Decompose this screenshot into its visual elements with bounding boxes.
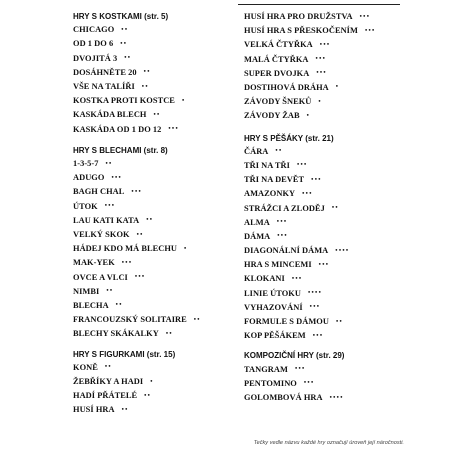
game-item — [73, 171, 233, 185]
difficulty-dots: ••• — [309, 303, 321, 311]
game-item — [73, 80, 233, 94]
difficulty-dots: ••• — [303, 379, 315, 387]
difficulty-dots: ••• — [134, 273, 146, 281]
game-item — [244, 10, 404, 24]
game-item — [244, 377, 404, 391]
difficulty-dots: •• — [121, 25, 129, 33]
difficulty-dots: •• — [105, 159, 113, 167]
difficulty-dots: •• — [141, 82, 149, 90]
game-name: LAU KATI KATA — [73, 215, 140, 225]
difficulty-dots: ••• — [316, 69, 327, 77]
left-column — [73, 10, 233, 418]
game-item — [73, 271, 233, 285]
difficulty-dots: •• — [104, 363, 112, 371]
section-heading: HRY S FIGURKAMI (str. 15) — [73, 349, 176, 359]
section-figure-games — [73, 348, 233, 418]
difficulty-dots: • — [306, 111, 311, 119]
game-name: MAK-YEK — [73, 258, 115, 268]
difficulty-dots: •••• — [329, 393, 344, 401]
difficulty-dots: •• — [275, 147, 283, 155]
game-name: TANGRAM — [244, 364, 288, 374]
game-name: KASKÁDA BLECH — [73, 110, 147, 120]
difficulty-dots: •• — [335, 317, 344, 325]
section-heading: HRY S BLECHAMI (str. 8) — [73, 145, 168, 155]
difficulty-dots: ••• — [277, 232, 288, 240]
difficulty-dots: •••• — [335, 246, 350, 254]
difficulty-dots: •• — [193, 315, 201, 323]
game-item — [244, 53, 404, 67]
game-name: DIAGONÁLNÍ DÁMA — [244, 246, 329, 256]
game-name: DOSTIHOVÁ DRÁHA — [244, 82, 329, 92]
game-item — [73, 185, 233, 199]
difficulty-dots: •• — [106, 287, 114, 295]
game-name: VŠE NA TALÍŘI — [73, 82, 135, 92]
difficulty-dots: •• — [165, 329, 173, 337]
game-item — [244, 363, 404, 377]
difficulty-dots: ••• — [311, 175, 322, 183]
game-name: TŘI NA DEVĚT — [244, 175, 305, 185]
game-name: BAGH CHAL — [73, 187, 125, 197]
section-composition-games — [244, 349, 404, 405]
section-pawn-games — [244, 132, 404, 344]
difficulty-dots: ••• — [104, 202, 116, 210]
game-item — [73, 157, 233, 171]
game-name: TŘI NA TŘI — [244, 160, 290, 170]
game-name: GOLOMBOVÁ HRA — [244, 393, 323, 403]
game-item — [73, 299, 233, 313]
difficulty-dots: • — [335, 83, 340, 91]
difficulty-dots: ••• — [294, 365, 306, 373]
difficulty-dots: • — [184, 244, 188, 252]
game-name: VELKÝ SKOK — [73, 230, 130, 240]
difficulty-dots: ••• — [131, 187, 143, 195]
game-name: HRA S MINCEMI — [244, 260, 312, 270]
game-item — [73, 37, 233, 51]
game-item — [73, 361, 233, 375]
difficulty-dots: •• — [153, 110, 161, 118]
game-name: NIMBI — [73, 286, 100, 296]
game-name: OVCE A VLCI — [73, 272, 128, 282]
game-item — [244, 287, 404, 301]
difficulty-dots: ••• — [291, 274, 303, 282]
section-heading: HRY S PĚŠÁKY (str. 21) — [244, 133, 334, 143]
game-item — [73, 285, 233, 299]
game-name: BLECHY SKÁKALKY — [73, 329, 159, 339]
difficulty-dots: • — [181, 96, 186, 104]
game-name: KOSTKA PROTI KOSTCE — [73, 96, 175, 106]
section-dice-games — [73, 10, 233, 137]
game-name: DÁMA — [244, 231, 271, 241]
game-name: ZÁVODY ŽAB — [244, 111, 300, 121]
difficulty-dots: •• — [121, 405, 129, 413]
game-name: KOP PĚŠÁKEM — [244, 331, 306, 341]
game-item — [73, 108, 233, 122]
game-name: HUSÍ HRA PRO DRUŽSTVA — [244, 12, 353, 21]
game-name: ČÁRA — [244, 146, 269, 156]
game-name: ŽEBŘÍKY A HADI — [73, 377, 144, 387]
game-item — [73, 66, 233, 80]
game-name: KONĚ — [73, 362, 98, 372]
difficulty-dots: • — [150, 377, 154, 385]
game-item — [244, 159, 404, 173]
game-item — [73, 313, 233, 327]
game-item — [73, 375, 233, 389]
game-item — [244, 391, 404, 405]
difficulty-dots: •• — [136, 230, 144, 238]
game-item — [73, 214, 233, 228]
game-name: FORMULE S DÁMOU — [244, 317, 329, 327]
difficulty-dots: ••• — [111, 173, 123, 181]
difficulty-footnote: Tečky vedle názvu každé hry označují úroveň její náročnosti. — [253, 440, 404, 446]
game-name: HUSÍ HRA — [73, 405, 115, 415]
game-item — [244, 38, 404, 52]
game-name: FRANCOUZSKÝ SOLITAIRE — [73, 315, 187, 325]
game-name: HADÍ PŘÁTELÉ — [73, 391, 138, 401]
game-item — [244, 258, 404, 272]
difficulty-dots: •• — [115, 301, 123, 309]
game-name: HUSÍ HRA S PŘESKOČENÍM — [244, 26, 358, 36]
game-name: PENTOMINO — [244, 378, 297, 388]
game-name: CHICAGO — [73, 25, 115, 35]
difficulty-dots: •• — [120, 39, 128, 47]
game-item — [73, 52, 233, 66]
game-name: VELKÁ ČTYŘKA — [244, 40, 313, 50]
game-item — [244, 24, 404, 38]
game-name: LINIE ÚTOKU — [244, 288, 301, 298]
difficulty-dots: ••• — [364, 26, 376, 34]
difficulty-dots: ••• — [302, 189, 313, 197]
game-name: ADUGO — [73, 173, 105, 183]
game-item — [73, 327, 233, 341]
game-item — [244, 95, 404, 109]
difficulty-dots: •••• — [307, 289, 323, 297]
game-name: DOSÁHNĚTE 20 — [73, 67, 137, 77]
game-name: ALMA — [244, 217, 270, 227]
game-item — [73, 242, 233, 256]
difficulty-dots: •• — [144, 391, 152, 399]
difficulty-dots: ••• — [296, 161, 308, 169]
difficulty-dots: ••• — [318, 260, 330, 268]
game-name: OD 1 DO 6 — [73, 39, 114, 49]
top-rule — [238, 4, 400, 5]
game-name: STRÁŽCI A ZLODĚJ — [244, 203, 325, 213]
game-item — [73, 23, 233, 37]
game-item — [73, 389, 233, 403]
difficulty-dots: ••• — [312, 331, 324, 339]
section-flea-games — [73, 144, 233, 342]
game-item — [244, 67, 404, 81]
difficulty-dots: •• — [124, 54, 132, 62]
game-name: AMAZONKY — [244, 189, 296, 199]
game-name: DVOJITÁ 3 — [73, 53, 118, 63]
game-item — [244, 301, 404, 315]
game-name: SUPER DVOJKA — [244, 68, 310, 78]
game-name: HÁDEJ KDO MÁ BLECHU — [73, 244, 178, 254]
right-column — [244, 10, 404, 405]
game-item — [244, 81, 404, 95]
game-item — [73, 256, 233, 270]
game-item — [244, 272, 404, 286]
difficulty-dots: •• — [146, 216, 154, 224]
difficulty-dots: • — [318, 97, 322, 105]
section-heading: KOMPOZIČNÍ HRY (str. 29) — [244, 351, 345, 361]
difficulty-dots: •• — [331, 204, 339, 212]
game-name: KLOKANI — [244, 274, 285, 284]
game-name: VYHAZOVÁNÍ — [244, 302, 303, 312]
game-item — [244, 173, 404, 187]
game-item — [244, 315, 404, 329]
section-figure-games-continued — [244, 10, 404, 124]
game-name: ÚTOK — [73, 201, 98, 211]
game-item — [73, 123, 233, 137]
difficulty-dots: ••• — [359, 12, 371, 20]
game-name: ZÁVODY ŠNEKŮ — [244, 97, 312, 107]
difficulty-dots: ••• — [319, 40, 331, 48]
difficulty-dots: •• — [143, 68, 151, 76]
game-item — [244, 329, 404, 343]
game-item — [73, 94, 233, 108]
game-item — [244, 109, 404, 123]
game-item — [244, 187, 404, 201]
game-item — [244, 216, 404, 230]
game-item — [244, 244, 404, 258]
section-heading: HRY S KOSTKAMI (str. 5) — [73, 12, 169, 21]
game-item — [73, 228, 233, 242]
game-name: MALÁ ČTYŘKA — [244, 54, 309, 64]
game-name: KASKÁDA OD 1 DO 12 — [73, 124, 162, 134]
game-item — [73, 200, 233, 214]
game-item — [244, 202, 404, 216]
difficulty-dots: ••• — [121, 258, 133, 266]
game-item — [244, 145, 404, 159]
difficulty-dots: ••• — [315, 55, 327, 63]
difficulty-dots: ••• — [168, 125, 180, 133]
game-item — [73, 403, 233, 417]
game-name: 1-3-5-7 — [73, 159, 99, 169]
difficulty-dots: ••• — [276, 218, 288, 226]
game-item — [244, 230, 404, 244]
game-name: BLECHA — [73, 300, 109, 310]
